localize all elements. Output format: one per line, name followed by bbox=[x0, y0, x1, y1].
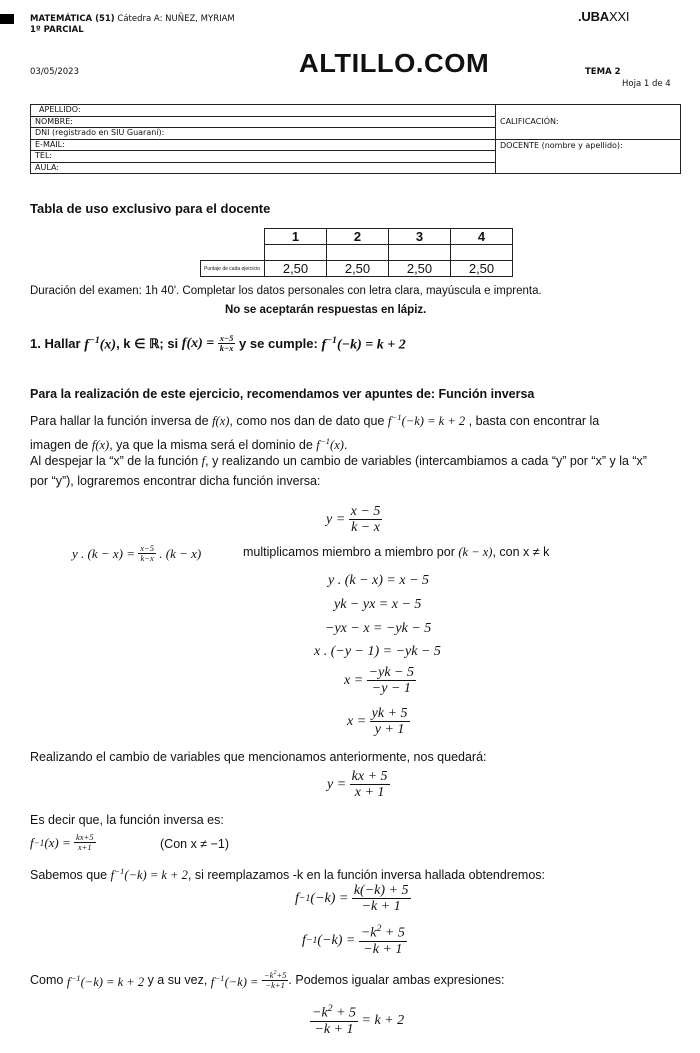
uba-xxi-logo bbox=[578, 9, 629, 24]
score-value: 2,50 bbox=[265, 261, 327, 277]
field-email[interactable]: E-MAIL: bbox=[31, 139, 496, 151]
exercise-given: y se cumple: bbox=[239, 336, 318, 352]
recommendation: Para la realización de este ejercicio, recomendamos ver apuntes de: Función inversa bbox=[30, 387, 535, 401]
text: , ya que la misma será el dominio de bbox=[109, 438, 313, 453]
exercise-statement: 1. Hallar $f^{-1}(x)$ , k ∈ ℝ; si f(x) = $\frac{x-5}{k-x}$ y se cumple: $f^{-1}(-k) = k + 2$ bbox=[30, 333, 406, 354]
equation-6: x . (−y − 1) = −yk − 5 bbox=[314, 644, 441, 659]
uba-logo-light: XXI bbox=[608, 9, 630, 24]
student-data-form bbox=[30, 104, 681, 174]
equation-8: x = $\frac{yk + 5}{y + 1}$ bbox=[347, 706, 408, 738]
score-col-header: 2 bbox=[327, 229, 389, 245]
score-table bbox=[200, 228, 513, 277]
score-value: 2,50 bbox=[389, 261, 451, 277]
exercise-condition: , k ∈ ℝ; si bbox=[116, 335, 179, 351]
text: imagen de bbox=[30, 438, 89, 453]
text: y a su vez, bbox=[147, 973, 208, 988]
field-calificacion[interactable]: CALIFICACIÓN: bbox=[496, 105, 681, 140]
text: por “y”), lograremos encontrar dicha función inversa: bbox=[30, 474, 321, 488]
score-value: 2,50 bbox=[327, 261, 389, 277]
catedra: Cátedra A: NUÑEZ, MYRIAM bbox=[117, 14, 235, 24]
pencil-warning: No se aceptarán respuestas en lápiz. bbox=[225, 304, 427, 316]
score-col-header: 1 bbox=[265, 229, 327, 245]
field-tel[interactable]: TEL: bbox=[31, 151, 496, 163]
score-col-header: 3 bbox=[389, 229, 451, 245]
equation-final: $\frac{-k^2 + 5}{-k + 1}$ = k + 2 bbox=[312, 1003, 405, 1038]
text: Sabemos que bbox=[30, 868, 108, 883]
equation-sub-1: f −1 (−k) = $\frac{k(-k) + 5}{-k + 1}$ bbox=[295, 883, 409, 915]
equation-1: y = $\frac{x - 5}{k - x}$ bbox=[326, 504, 381, 536]
field-nombre[interactable]: NOMBRE: bbox=[31, 116, 496, 128]
text: , si reemplazamos -k en la función inversa hallada obtendremos: bbox=[187, 868, 546, 883]
equation-3: y . (k − x) = x − 5 bbox=[328, 573, 430, 588]
score-table-corner bbox=[201, 229, 265, 245]
equation-5: −yx − x = −yk − 5 bbox=[325, 621, 432, 636]
equation-4: yk − yx = x − 5 bbox=[334, 597, 422, 612]
equation-inverse: y = $\frac{kx + 5}{x + 1}$ bbox=[327, 769, 388, 801]
paragraph-1: Para hallar la función inversa de f(x), como nos dan de dato que $f^{-1}(-k) = k + 2$ , basta con encontrar la imagen de f(x), ya que la misma será el dominio de $f^{-1}(x)$. bbox=[30, 412, 600, 453]
course-name: MATEMÁTICA (51) bbox=[30, 14, 115, 24]
field-docente[interactable]: DOCENTE (nombre y apellido): bbox=[496, 139, 681, 174]
duration-instructions: Duración del examen: 1h 40'. Completar los datos personales con letra clara, mayúscula e imprenta. bbox=[30, 285, 542, 297]
paragraph-6: Como $f^{-1}(-k) = k + 2$ y a su vez, $f^{-1}(-k)$ = $\frac{-k^2+5}{-k+1}$ . Podemos igualar ambas expresiones: bbox=[30, 969, 505, 990]
paragraph-5: Sabemos que $f^{-1}(-k) = k + 2$, si reemplazamos -k en la función inversa hallada obtendremos: bbox=[30, 866, 546, 883]
text: Al despejar la “x” de la función bbox=[30, 454, 199, 468]
tema-label: TEMA 2 bbox=[585, 67, 621, 77]
equation-2: y . (k − x) = $\frac{x-5}{k-x}$ . (k − x) bbox=[72, 543, 202, 564]
paragraph-3: Realizando el cambio de variables que mencionamos anteriormente, nos quedará: bbox=[30, 750, 487, 764]
field-dni[interactable]: DNI (registrado en SIU Guaraní): bbox=[31, 128, 496, 140]
page-marker bbox=[0, 14, 14, 24]
score-table-blank bbox=[201, 245, 265, 261]
equation-7: x = $\frac{-yk - 5}{-y - 1}$ bbox=[344, 665, 414, 697]
score-cell[interactable] bbox=[265, 245, 327, 261]
score-row-label: Puntaje de cada ejercicio bbox=[201, 261, 265, 277]
score-col-header: 4 bbox=[451, 229, 513, 245]
field-aula[interactable]: AULA: bbox=[31, 162, 496, 174]
site-title: ALTILLO.COM bbox=[299, 48, 490, 78]
text: , basta con encontrar la bbox=[468, 414, 600, 429]
multiply-note: multiplicamos miembro a miembro por (k − x), con x ≠ k bbox=[243, 545, 550, 559]
text: , y realizando un cambio de variables (intercambiamos a cada “y” por “x” y la “x” bbox=[205, 454, 647, 468]
paragraph-2: Al despejar la “x” de la función f, y realizando un cambio de variables (intercambiamos a cada “y” por “x” y la “x” por “y”), lograremos encontrar dicha función inversa: bbox=[30, 454, 647, 488]
exam-date: 03/05/2023 bbox=[30, 67, 79, 77]
score-cell[interactable] bbox=[327, 245, 389, 261]
uba-logo-bold: .UBA bbox=[578, 9, 609, 24]
domain-condition: (Con x ≠ −1) bbox=[160, 837, 230, 851]
text: multiplicamos miembro a miembro por bbox=[243, 545, 455, 559]
equation-sub-2: f −1 (−k) = $\frac{-k^2 + 5}{-k + 1}$ bbox=[302, 923, 405, 958]
paragraph-4: Es decir que, la función inversa es: bbox=[30, 813, 224, 827]
exam-name: 1º PARCIAL bbox=[30, 25, 84, 35]
score-cell[interactable] bbox=[389, 245, 451, 261]
field-apellido[interactable]: APELLIDO: bbox=[31, 105, 496, 117]
text: . Podemos igualar ambas expresiones: bbox=[288, 973, 505, 988]
text: Para hallar la función inversa de bbox=[30, 414, 209, 429]
score-table-title: Tabla de uso exclusivo para el docente bbox=[30, 201, 271, 216]
text: Como bbox=[30, 973, 64, 988]
page-count: Hoja 1 de 4 bbox=[622, 79, 671, 89]
text: , como nos dan de dato que bbox=[229, 414, 385, 429]
course-header bbox=[30, 14, 235, 36]
exercise-verb: Hallar bbox=[44, 336, 81, 352]
exercise-number: 1. bbox=[30, 336, 41, 352]
score-cell[interactable] bbox=[451, 245, 513, 261]
score-value: 2,50 bbox=[451, 261, 513, 277]
text: , con x ≠ k bbox=[492, 545, 550, 559]
inverse-function: f −1 (x) = $\frac{kx+5}{x+1}$ bbox=[30, 832, 94, 853]
